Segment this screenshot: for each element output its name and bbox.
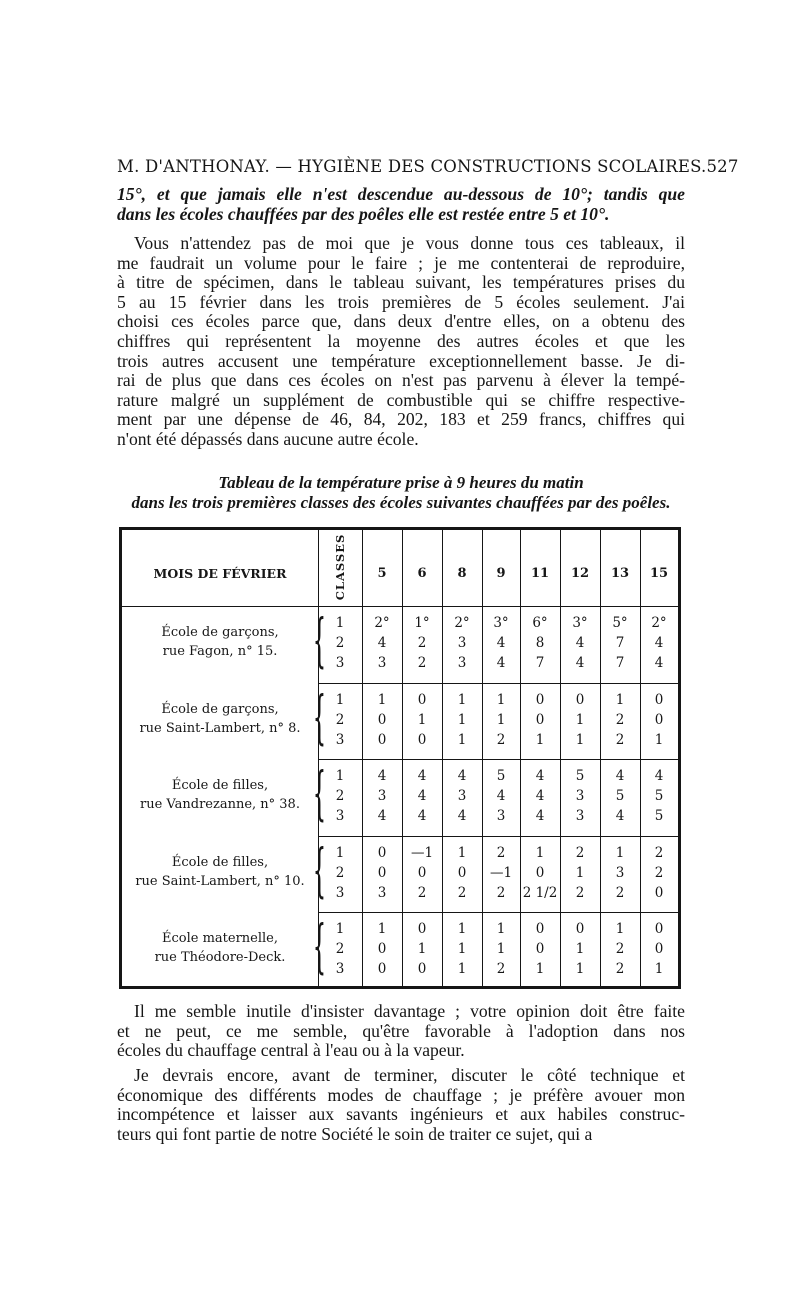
temperature-value: 1: [457, 731, 467, 748]
text-line: me faudrait un volume pour le faire ; je me contenterai de reproduire,: [117, 252, 685, 273]
column-rule: [640, 530, 641, 986]
header-day: 8: [457, 566, 467, 581]
school-address: rue Saint-Lambert, n° 10.: [135, 873, 305, 889]
temperature-value: 4: [377, 808, 387, 825]
paragraph-intro: [117, 234, 685, 450]
temperature-value: 3: [615, 864, 625, 881]
temperature-value: 1: [377, 921, 387, 938]
temperature-value: 1: [457, 691, 467, 708]
caption-line-1: Tableau de la température prise à 9 heures du matin: [218, 473, 584, 492]
temperature-value: 3: [377, 788, 387, 805]
temperature-value: 2: [417, 884, 427, 901]
temperature-value: 3°: [493, 615, 509, 631]
block-rule: [318, 683, 678, 684]
temperature-value: 4: [457, 808, 467, 825]
class-number: 2: [335, 635, 345, 651]
column-rule: [482, 530, 483, 986]
class-number: 1: [335, 921, 345, 938]
temperature-value: 2: [496, 731, 506, 748]
paragraph-conclusion: [117, 1066, 685, 1144]
temperature-value: 0: [457, 864, 467, 881]
school-name: École de garçons,: [161, 701, 279, 717]
temperature-value: 1: [615, 691, 625, 708]
school-name: École de filles,: [171, 854, 269, 870]
temperature-value: 1: [377, 691, 387, 708]
temperature-value: 3: [575, 808, 585, 825]
temperature-value: 2: [496, 884, 506, 901]
temperature-value: 5: [496, 768, 506, 785]
temperature-value: 1°: [414, 615, 430, 631]
temperature-value: —1: [410, 844, 434, 861]
text-line: Il me semble inutile d'insister davantage ; votre opinion doit être faite: [134, 1001, 685, 1021]
temperature-value: 4: [496, 655, 506, 671]
temperature-value: 2: [575, 884, 585, 901]
class-number: 2: [335, 864, 345, 881]
header-day: 6: [417, 566, 427, 581]
temperature-value: 0: [417, 864, 427, 881]
header-day: 11: [530, 566, 550, 581]
temperature-value: 0: [535, 691, 545, 708]
temperature-value: 4: [377, 768, 387, 785]
page-number: 527: [706, 157, 739, 176]
temperature-value: 4: [457, 768, 467, 785]
header-day: 12: [570, 566, 590, 581]
temperature-value: 0: [654, 691, 664, 708]
temperature-value: 4: [654, 635, 664, 651]
temperature-value: 4: [615, 768, 625, 785]
column-rule: [520, 530, 521, 986]
temperature-value: 1: [575, 961, 585, 978]
text-line: et ne peut, ce me semble, qu'être favorable à l'adoption dans nos: [117, 1020, 685, 1041]
temperature-value: 3: [457, 788, 467, 805]
class-number: 1: [335, 844, 345, 861]
temperature-value: 2: [496, 844, 506, 861]
temperature-value: 0: [417, 921, 427, 938]
temperature-value: 1: [457, 921, 467, 938]
caption-line-2: dans les trois premières classes des écoles suivantes chauffées par des poêles.: [131, 493, 671, 512]
temperature-value: 0: [654, 941, 664, 958]
temperature-value: 1: [535, 961, 545, 978]
column-rule: [600, 530, 601, 986]
temperature-value: 2: [615, 884, 625, 901]
header-month: MOIS DE FÉVRIER: [153, 566, 287, 581]
temperature-value: 8: [535, 635, 545, 651]
class-number: 1: [335, 691, 345, 708]
temperature-value: 0: [417, 691, 427, 708]
temperature-value: 0: [417, 731, 427, 748]
temperature-value: 5°: [612, 615, 628, 631]
class-number: 3: [335, 884, 345, 901]
temperature-value: 1: [496, 711, 506, 728]
temperature-value: 2: [615, 711, 625, 728]
temperature-value: 0: [377, 864, 387, 881]
paragraph-continuation: [117, 185, 685, 224]
temperature-value: 1: [417, 941, 427, 958]
temperature-value: 1: [615, 844, 625, 861]
temperature-value: 0: [535, 941, 545, 958]
temperature-value: 3: [575, 788, 585, 805]
temperature-value: —1: [489, 864, 513, 881]
temperature-value: 5: [615, 788, 625, 805]
temperature-value: 2: [654, 844, 664, 861]
temperature-value: 1: [457, 961, 467, 978]
column-rule: [560, 530, 561, 986]
header-day: 15: [649, 566, 669, 581]
temperature-value: 4: [496, 788, 506, 805]
temperature-value: 1: [457, 941, 467, 958]
temperature-value: 7: [535, 655, 545, 671]
class-number: 2: [335, 711, 345, 728]
temperature-value: 4: [575, 655, 585, 671]
class-number: 3: [335, 961, 345, 978]
column-rule: [442, 530, 443, 986]
school-name: École de garçons,: [161, 625, 279, 640]
temperature-value: 5: [575, 768, 585, 785]
temperature-value: 1: [535, 844, 545, 861]
header-rule: [122, 606, 678, 607]
text-line: dans les écoles chauffées par des poêles elle est restée entre 5 et 10°.: [117, 203, 610, 224]
temperature-value: 2°: [374, 615, 390, 631]
temperature-value: 2: [457, 884, 467, 901]
temperature-value: 1: [654, 731, 664, 748]
temperature-value: 0: [535, 864, 545, 881]
running-title: M. D'ANTHONAY. — HYGIÈNE DES CONSTRUCTIONS SCOLAIRES.: [117, 157, 707, 176]
block-rule: [318, 836, 678, 837]
text-line: 5 au 15 février dans les trois premières de 5 écoles seulement. J'ai: [117, 291, 685, 312]
text-line: Je devrais encore, avant de terminer, discuter le côté technique et: [134, 1065, 685, 1085]
temperature-value: 3: [377, 884, 387, 901]
school-name: École maternelle,: [162, 931, 278, 947]
temperature-value: 2 1/2: [522, 884, 558, 901]
temperature-value: 1: [575, 731, 585, 748]
header-classes: CLASSES: [333, 533, 347, 601]
temperature-value: 4: [377, 635, 387, 651]
class-number: 3: [335, 731, 345, 748]
class-number: 3: [335, 808, 345, 825]
class-number: 2: [335, 941, 345, 958]
temperature-value: 0: [377, 941, 387, 958]
temperature-value: 0: [377, 961, 387, 978]
temperature-value: 1: [496, 691, 506, 708]
text-line: chiffres qui représentent la moyenne des autres écoles et que les: [117, 330, 685, 351]
text-line: trois autres accusent une température exceptionnellement basse. Je di-: [117, 350, 685, 371]
temperature-value: 1: [457, 844, 467, 861]
temperature-value: 4: [417, 768, 427, 785]
temperature-value: 1: [575, 711, 585, 728]
brace: {: [313, 835, 326, 904]
text-line: n'ont été dépassés dans aucune autre école.: [117, 428, 419, 449]
header-day: 5: [377, 566, 387, 581]
text-line: économique des différents modes de chauffage ; je préfère avouer mon: [117, 1084, 685, 1105]
temperature-value: 1: [615, 921, 625, 938]
temperature-value: 3°: [572, 615, 588, 631]
temperature-value: 5: [654, 808, 664, 825]
text-line: ment par une dépense de 46, 84, 202, 183 et 259 francs, chiffres qui: [117, 409, 685, 430]
column-rule: [362, 530, 363, 986]
school-address: rue Saint-Lambert, n° 8.: [139, 720, 301, 736]
temperature-value: 2: [615, 941, 625, 958]
temperature-value: 0: [654, 921, 664, 938]
temperature-value: 2°: [454, 615, 470, 631]
temperature-value: 2: [654, 864, 664, 881]
temperature-value: 1: [496, 941, 506, 958]
class-number: 1: [335, 768, 345, 785]
temperature-value: 1: [654, 961, 664, 978]
temperature-value: 0: [575, 691, 585, 708]
temperature-value: 5: [654, 788, 664, 805]
temperature-value: 4: [496, 635, 506, 651]
temperature-value: 4: [654, 768, 664, 785]
temperature-value: 4: [417, 788, 427, 805]
school-address: rue Vandrezanne, n° 38.: [140, 797, 300, 813]
temperature-value: 4: [615, 808, 625, 825]
temperature-value: 2°: [651, 615, 667, 631]
temperature-value: 6°: [532, 615, 548, 631]
column-rule: [402, 530, 403, 986]
school-address: rue Fagon, n° 15.: [162, 644, 278, 659]
class-number: 3: [335, 655, 345, 671]
text-line: teurs qui font partie de notre Société le soin de traiter ce sujet, qui a: [117, 1123, 593, 1144]
temperature-value: 4: [535, 808, 545, 825]
text-line: rature malgré un supplément de combustible qui se chiffre respective-: [117, 389, 685, 410]
text-line: à titre de spécimen, dans le tableau suivant, les températures prises du: [117, 272, 685, 293]
temperature-value: 3: [377, 655, 387, 671]
table-caption: [117, 473, 685, 513]
temperature-value: 0: [575, 921, 585, 938]
temperature-value: 2: [417, 655, 427, 671]
block-rule: [318, 912, 678, 913]
temperature-value: 1: [535, 731, 545, 748]
class-number: 1: [335, 615, 345, 631]
block-rule: [318, 759, 678, 760]
temperature-table: [119, 527, 681, 989]
temperature-value: 3: [457, 655, 467, 671]
temperature-value: 4: [417, 808, 427, 825]
paragraph-opinion: [117, 1002, 685, 1061]
temperature-value: 0: [535, 711, 545, 728]
temperature-value: 1: [575, 941, 585, 958]
school-name: École de filles,: [171, 778, 269, 794]
temperature-value: 0: [377, 844, 387, 861]
temperature-value: 4: [654, 655, 664, 671]
temperature-value: 1: [575, 864, 585, 881]
temperature-value: 0: [654, 884, 664, 901]
temperature-value: 2: [496, 961, 506, 978]
temperature-value: 2: [615, 961, 625, 978]
text-line: choisi ces écoles parce que, dans deux d'entre elles, on a obtenu des: [117, 311, 685, 332]
temperature-value: 1: [457, 711, 467, 728]
temperature-value: 4: [535, 788, 545, 805]
temperature-value: 3: [496, 808, 506, 825]
brace: {: [313, 912, 326, 981]
brace: {: [313, 682, 326, 751]
running-header: [117, 157, 739, 176]
temperature-value: 0: [417, 961, 427, 978]
text-line: 15°, et que jamais elle n'est descendue au-dessous de 10°; tandis que: [117, 184, 685, 204]
class-number: 2: [335, 788, 345, 805]
brace: {: [313, 606, 326, 674]
brace: {: [313, 759, 326, 828]
temperature-value: 2: [417, 635, 427, 651]
header-day: 9: [496, 566, 506, 581]
temperature-value: 1: [496, 921, 506, 938]
text-line: écoles du chauffage central à l'eau ou à la vapeur.: [117, 1040, 465, 1061]
temperature-value: 0: [654, 711, 664, 728]
text-line: Vous n'attendez pas de moi que je vous donne tous ces tableaux, il: [134, 233, 685, 253]
temperature-value: 1: [417, 711, 427, 728]
temperature-value: 2: [575, 844, 585, 861]
temperature-value: 4: [535, 768, 545, 785]
temperature-value: 0: [377, 711, 387, 728]
text-line: incompétence et laisser aux savants ingénieurs et aux habiles construc-: [117, 1104, 685, 1125]
temperature-value: 0: [535, 921, 545, 938]
temperature-value: 3: [457, 635, 467, 651]
temperature-value: 7: [615, 635, 625, 651]
temperature-value: 2: [615, 731, 625, 748]
text-line: rai de plus que dans ces écoles on n'est pas parvenu à élever la tempé-: [117, 370, 685, 391]
header-day: 13: [610, 566, 630, 581]
temperature-value: 0: [377, 731, 387, 748]
school-address: rue Théodore-Deck.: [154, 950, 286, 966]
temperature-value: 4: [575, 635, 585, 651]
temperature-value: 7: [615, 655, 625, 671]
